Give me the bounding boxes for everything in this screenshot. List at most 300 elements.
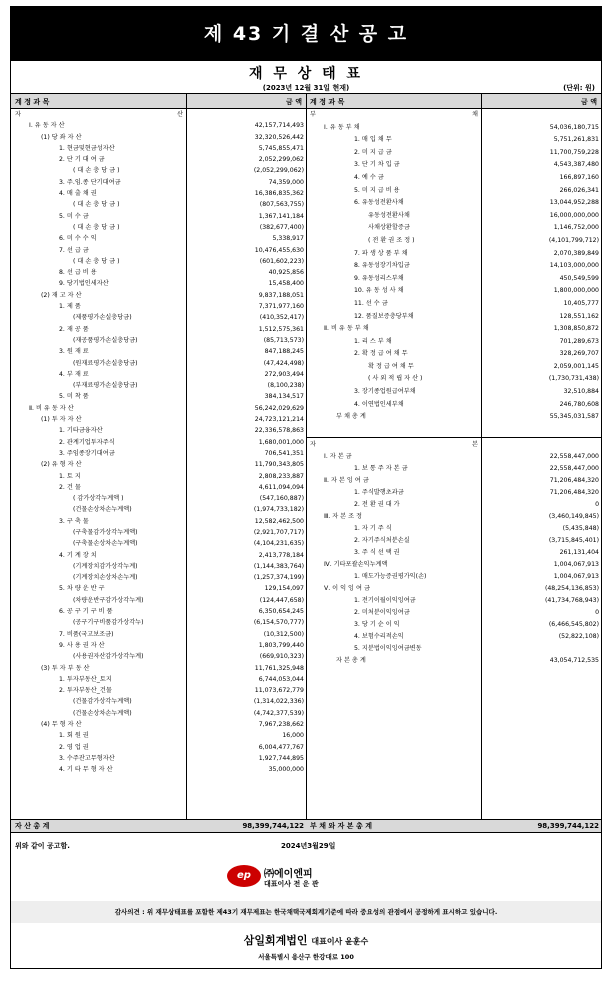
table-row: [11, 617, 306, 628]
table-row: [11, 708, 306, 719]
amount-value: 43,054,712,535: [549, 657, 599, 664]
amount-value: (6,466,545,802): [548, 621, 599, 628]
table-row: [11, 696, 306, 707]
account-label: 4. 매 출 채 권: [59, 190, 97, 198]
table-row: [11, 742, 306, 753]
table-row: [11, 154, 306, 165]
table-row: [306, 547, 601, 559]
table-row: [306, 373, 601, 386]
account-label: 3. 당 기 순 이 익: [354, 621, 400, 628]
amount-value: (1,974,733,182): [253, 506, 304, 514]
account-label: ( 사 외 적 립 자 산 ): [368, 375, 423, 383]
account-label: (기계장치감가상각누계): [73, 562, 138, 570]
account-label: Ⅱ. 비 유 동 자 산: [29, 404, 74, 412]
account-label: 부 채: [310, 111, 478, 118]
notice-date: 2024년3월29일: [281, 842, 336, 850]
table-row: [11, 583, 306, 594]
announcement-frame: [10, 6, 602, 969]
account-label: 자 산: [15, 111, 183, 118]
table-row: [11, 222, 306, 233]
account-label: 7. 파 생 상 품 부 채: [354, 249, 408, 257]
equity-column: [306, 439, 601, 667]
account-label: 1. 매도가능증권평가익(손): [354, 573, 427, 580]
table-row: [11, 177, 306, 188]
account-label: Ⅰ. 유 동 자 산: [29, 122, 65, 130]
table-row: [11, 358, 306, 369]
table-row: [11, 403, 306, 414]
amount-value: 261,131,404: [559, 549, 599, 556]
amount-value: 1,146,752,000: [553, 224, 599, 232]
amount-value: (410,352,417): [259, 314, 304, 322]
account-label: (2) 재 고 자 산: [41, 291, 82, 299]
account-label: Ⅳ. 기타포괄손익누계액: [324, 561, 388, 568]
table-row: [11, 267, 306, 278]
amount-value: 1,308,850,872: [553, 325, 599, 333]
account-label: 8. 유동성장기차입금: [354, 262, 410, 270]
amount-value: 272,903,494: [264, 370, 304, 378]
account-label: 6. 공 구 기 구 비 품: [59, 608, 113, 616]
amount-value: 4,543,387,480: [553, 161, 599, 169]
table-row: [11, 346, 306, 357]
table-row: [306, 607, 601, 619]
account-label: 4. 예 수 금: [354, 173, 384, 181]
table-row: [11, 753, 306, 764]
table-row: [306, 273, 601, 286]
amount-value: (124,447,658): [259, 596, 304, 604]
account-label: 1. 토 지: [59, 472, 81, 480]
table-row: [306, 643, 601, 655]
amount-value: (1,144,383,764): [253, 562, 304, 570]
account-label: 1. 보 통 주 자 본 금: [354, 465, 408, 472]
table-row: [11, 324, 306, 335]
amount-value: (52,822,108): [558, 633, 599, 640]
table-row: [11, 595, 306, 606]
table-row: [306, 571, 601, 583]
amount-value: 5,745,855,471: [258, 144, 304, 152]
account-label: Ⅲ. 자 본 조 정: [324, 513, 363, 520]
amount-value: 40,925,856: [268, 269, 304, 277]
amount-value: 55,345,031,587: [549, 413, 599, 421]
amount-value: 71,206,484,320: [549, 489, 599, 496]
account-label: 6. 미 수 수 익: [59, 235, 97, 243]
total-assets-label: 자 산 총 계: [15, 822, 50, 830]
account-label: 1. 매 입 채 무: [354, 136, 392, 144]
amount-value: (8,100,238): [267, 382, 304, 390]
account-label: 9. 유동성리스부채: [354, 274, 404, 282]
amount-value: 22,336,578,863: [254, 427, 304, 435]
amount-value: (669,910,323): [259, 653, 304, 661]
table-row: [11, 527, 306, 538]
table-row: [306, 298, 601, 311]
account-label: 확 정 급 여 채 무: [368, 362, 414, 370]
table-row: [306, 336, 601, 349]
amount-value: 11,073,672,779: [254, 687, 304, 695]
table-row: [11, 143, 306, 154]
account-label: (2) 유 형 자 산: [41, 461, 82, 469]
account-label: 3. 주 식 선 택 권: [354, 549, 400, 556]
account-label: 3. 구 축 물: [59, 517, 89, 525]
table-row: [11, 199, 306, 210]
amount-value: 6,350,654,245: [258, 608, 304, 616]
account-label: 6. 유동성전환사채: [354, 199, 404, 207]
amount-value: 9,837,188,051: [258, 291, 304, 299]
amount-value: 12,582,462,500: [254, 517, 304, 525]
table-row: [11, 109, 306, 120]
account-label: (기계장치손상차손누계): [73, 574, 138, 582]
table-row: [11, 380, 306, 391]
company-name: ㈜에이엔피: [264, 869, 313, 880]
total-liab-equity-row: [306, 819, 601, 833]
amount-value: 1,680,001,000: [258, 438, 304, 446]
table-row: [306, 511, 601, 523]
right-header-amount: 금 액: [581, 98, 597, 106]
account-label: (부재료평가손실충당금): [73, 382, 138, 390]
amount-value: 2,059,001,145: [553, 362, 599, 370]
footer: [11, 835, 601, 970]
account-label: 11. 선 수 금: [354, 299, 388, 307]
table-row: [306, 248, 601, 261]
total-assets-value: 98,399,744,122: [242, 822, 304, 830]
amount-value: (41,734,768,943): [544, 597, 599, 604]
table-row: [306, 172, 601, 185]
account-label: 2. 영 업 권: [59, 743, 89, 751]
amount-value: 128,551,162: [559, 312, 599, 320]
amount-value: (85,713,573): [263, 336, 304, 344]
amount-value: 74,359,000: [268, 178, 304, 186]
amount-value: 11,790,343,805: [254, 461, 304, 469]
account-label: 2. 건 물: [59, 483, 81, 491]
account-label: 10. 유 동 성 사 채: [354, 287, 404, 295]
account-label: 4. 기 계 장 치: [59, 551, 97, 559]
amount-value: (6,154,570,777): [253, 619, 304, 627]
amount-value: 0: [595, 609, 599, 616]
table-row: [11, 233, 306, 244]
amount-value: 11,700,759,228: [549, 148, 599, 156]
auditor-block: [11, 932, 601, 948]
amount-value: 1,004,067,913: [553, 573, 599, 580]
account-label: 3. 장기종업원급여부채: [354, 388, 416, 396]
table-row: [11, 437, 306, 448]
account-label: (재공품평가손실충당금): [73, 336, 138, 344]
account-label: 2. 미처분이익잉여금: [354, 609, 410, 616]
table-row: [306, 235, 601, 248]
table-row: [11, 301, 306, 312]
account-label: 12. 품질보증충당부채: [354, 312, 414, 320]
left-header-account: 계 정 과 목: [15, 98, 50, 106]
account-label: 1. 현금및현금성자산: [59, 144, 115, 152]
amount-value: 1,803,799,440: [258, 641, 304, 649]
account-label: 부 채 총 계: [336, 413, 366, 421]
account-label: (차량운반구감가상각누계): [73, 596, 144, 604]
table-row: [306, 260, 601, 273]
table-row: [11, 256, 306, 267]
account-label: (건물감가상각누계액): [73, 698, 132, 706]
report-date: (2023년 12월 31일 현재): [262, 84, 350, 92]
amount-value: 10,405,777: [563, 299, 599, 307]
left-header: [11, 93, 306, 109]
table-row: [11, 471, 306, 482]
amount-value: (4,742,377,539): [253, 709, 304, 717]
amount-value: 6,744,053,044: [258, 675, 304, 683]
table-row: [306, 323, 601, 336]
table-row: [11, 663, 306, 674]
amount-value: 56,242,029,629: [254, 404, 304, 412]
account-label: 자 본: [310, 441, 478, 448]
table-row: [11, 482, 306, 493]
amount-value: 10,476,455,630: [254, 246, 304, 254]
account-label: (사용권자산감가상각누계): [73, 653, 144, 661]
account-label: 3. 주임종장기대여금: [59, 449, 115, 457]
amount-value: 2,070,389,849: [553, 249, 599, 257]
table-row: [11, 335, 306, 346]
auditor-name: 삼일회계법인: [243, 934, 308, 947]
table-row: [306, 559, 601, 571]
amount-value: 1,004,067,913: [553, 561, 599, 568]
account-label: 1. 자 기 주 식: [354, 525, 392, 532]
amount-value: 42,157,714,493: [254, 122, 304, 130]
account-label: (제품평가손실충당금): [73, 314, 132, 322]
right-header-account: 계 정 과 목: [310, 98, 345, 106]
amount-value: 1,367,141,184: [258, 212, 304, 220]
section-divider: [306, 437, 601, 438]
amount-value: 16,000,000,000: [549, 211, 599, 219]
table-row: [306, 655, 601, 667]
account-label: 5. 미 지 급 비 용: [354, 186, 400, 194]
account-label: 2. 단 기 대 여 금: [59, 156, 105, 164]
table-row: [11, 538, 306, 549]
amount-value: 16,386,835,362: [254, 190, 304, 198]
table-row: [306, 348, 601, 361]
account-label: 4. 부 재 료: [59, 370, 89, 378]
amount-value: 16,000: [282, 732, 304, 740]
account-label: 1. 제 품: [59, 303, 81, 311]
table-row: [11, 369, 306, 380]
table-row: [11, 448, 306, 459]
amount-value: 5,338,917: [272, 235, 304, 243]
table-row: [11, 719, 306, 730]
amount-value: (601,602,223): [259, 257, 304, 265]
amount-value: 7,371,977,160: [258, 303, 304, 311]
amount-value: 6,004,477,767: [258, 743, 304, 751]
total-liab-equity-label: 부 채 와 자 본 총 계: [310, 822, 372, 830]
table-row: [11, 730, 306, 741]
table-row: [306, 619, 601, 631]
account-label: Ⅱ. 자 본 잉 여 금: [324, 477, 369, 484]
account-label: (1) 당 좌 자 산: [41, 133, 82, 141]
liabilities-column: [306, 109, 601, 424]
account-label: Ⅴ. 이 익 잉 여 금: [324, 585, 370, 592]
announcement-banner: 제 43 기 결 산 공 고: [11, 7, 601, 61]
table-row: [11, 629, 306, 640]
table-row: [306, 210, 601, 223]
table-row: [306, 386, 601, 399]
table-row: [11, 211, 306, 222]
table-row: [306, 109, 601, 122]
table-row: [11, 312, 306, 323]
company-logo: ep: [227, 865, 261, 887]
table-row: [306, 159, 601, 172]
account-label: 2. 미 지 급 금: [354, 148, 392, 156]
notice-text: 위와 같이 공고함.: [15, 842, 70, 850]
right-header: [306, 93, 601, 109]
amount-value: 328,269,707: [559, 350, 599, 358]
account-label: 사채상환할증금: [368, 224, 410, 232]
auditor-ceo: 대표이사 윤훈수: [311, 937, 369, 946]
account-label: (공구기구비품감가상각누): [73, 619, 144, 627]
account-label: (건물손상차손누계액): [73, 709, 132, 717]
amount-value: 5,751,261,831: [553, 136, 599, 144]
table-row: [306, 535, 601, 547]
account-label: 9. 당기법인세자산: [59, 280, 109, 288]
company-ceo: 대표이사 전 운 관: [264, 880, 319, 888]
account-label: Ⅰ. 유 동 부 채: [324, 123, 360, 131]
table-row: [306, 197, 601, 210]
amount-value: 24,723,121,214: [254, 416, 304, 424]
table-row: [11, 561, 306, 572]
account-label: 1. 투자부동산_토지: [59, 675, 112, 683]
account-label: 2. 투자부동산_건물: [59, 687, 112, 695]
account-label: 1. 회 원 권: [59, 732, 89, 740]
table-row: [306, 411, 601, 424]
amount-value: 35,000,000: [268, 766, 304, 774]
table-row: [11, 132, 306, 143]
amount-value: (1,314,022,336): [253, 698, 304, 706]
account-label: 2. 재 공 품: [59, 325, 89, 333]
amount-value: 2,413,778,184: [258, 551, 304, 559]
account-label: ( 감가상각누계액 ): [73, 495, 124, 503]
amount-value: 4,611,094,094: [258, 483, 304, 491]
account-label: 유동성전환사채: [368, 211, 410, 219]
account-label: 2. 확 정 급 여 채 무: [354, 350, 408, 358]
amount-value: 14,103,000,000: [549, 262, 599, 270]
amount-value: 450,549,599: [559, 274, 599, 282]
table-row: [11, 165, 306, 176]
amount-value: 1,927,744,895: [258, 754, 304, 762]
account-label: ( 전 환 권 조 정 ): [368, 236, 415, 244]
table-row: [306, 523, 601, 535]
amount-value: 1,800,000,000: [553, 287, 599, 295]
amount-value: 22,558,447,000: [549, 453, 599, 460]
amount-value: (3,460,149,845): [548, 513, 599, 520]
table-row: [306, 147, 601, 160]
amount-value: 166,897,160: [559, 173, 599, 181]
account-label: 1. 전기이월이익잉여금: [354, 597, 416, 604]
table-row: [11, 764, 306, 775]
amount-value: (3,715,845,401): [548, 537, 599, 544]
amount-value: (5,435,848): [562, 525, 599, 532]
amount-value: 7,967,238,662: [258, 721, 304, 729]
table-row: [306, 311, 601, 324]
table-row: [306, 134, 601, 147]
amount-value: 701,289,673: [559, 337, 599, 345]
table-row: [11, 459, 306, 470]
table-row: [306, 361, 601, 374]
account-label: (1) 투 자 자 산: [41, 416, 82, 424]
account-label: (건물손상차손누계액): [73, 506, 132, 514]
account-label: 2. 전 환 권 대 가: [354, 501, 400, 508]
balance-sheet-table: [11, 93, 601, 833]
table-row: [306, 222, 601, 235]
amount-value: (47,424,498): [263, 359, 304, 367]
table-row: [11, 572, 306, 583]
table-row: [306, 122, 601, 135]
amount-value: 0: [595, 501, 599, 508]
account-label: 2. 자기주식처분손실: [354, 537, 410, 544]
amount-value: 129,154,097: [264, 585, 304, 593]
account-label: 4. 보험수리적손익: [354, 633, 404, 640]
amount-value: (2,052,299,062): [253, 167, 304, 175]
account-label: 5. 미 수 금: [59, 212, 89, 220]
amount-value: 54,036,180,715: [549, 123, 599, 131]
amount-value: 32,510,884: [563, 388, 599, 396]
amount-value: (4,104,231,635): [253, 540, 304, 548]
auditor-address: 서울특별시 용산구 한강대로 100: [258, 953, 354, 961]
account-label: 3. 단 기 차 입 금: [354, 161, 400, 169]
table-row: [11, 278, 306, 289]
table-row: [11, 493, 306, 504]
amount-value: 15,458,400: [268, 280, 304, 288]
amount-value: 706,541,351: [264, 449, 304, 457]
amount-value: (10,312,500): [263, 630, 304, 638]
account-label: 4. 기 타 무 형 자 산: [59, 766, 113, 774]
account-label: ( 대 손 충 당 금 ): [73, 223, 120, 231]
account-label: 4. 이연법인세부채: [354, 400, 404, 408]
account-label: 3. 주.임.종 단기대여금: [59, 178, 121, 186]
account-label: 1. 주식발행초과금: [354, 489, 404, 496]
amount-value: 2,052,299,062: [258, 156, 304, 164]
table-row: [11, 606, 306, 617]
account-label: 3. 원 재 료: [59, 348, 89, 356]
table-row: [11, 391, 306, 402]
account-label: 7. 비품(국고보조금): [59, 630, 114, 638]
table-row: [11, 120, 306, 131]
left-header-amount: 금 액: [286, 98, 302, 106]
table-row: [306, 499, 601, 511]
account-label: 1. 기타금융자산: [59, 427, 103, 435]
amount-value: 2,808,233,887: [258, 472, 304, 480]
amount-value: (1,257,374,199): [253, 574, 304, 582]
amount-value: 246,780,608: [559, 400, 599, 408]
table-row: [306, 595, 601, 607]
account-label: 5. 지분법이익잉여금변동: [354, 645, 422, 652]
account-label: (3) 투 자 부 동 산: [41, 664, 90, 672]
table-row: [306, 185, 601, 198]
account-label: ( 대 손 충 당 금 ): [73, 167, 120, 175]
account-label: Ⅰ. 자 본 금: [324, 453, 352, 460]
table-row: [11, 290, 306, 301]
table-row: [11, 516, 306, 527]
table-row: [306, 285, 601, 298]
amount-value: (382,677,400): [259, 223, 304, 231]
table-row: [306, 439, 601, 451]
total-liab-equity-value: 98,399,744,122: [537, 822, 599, 830]
table-row: [11, 188, 306, 199]
table-row: [11, 245, 306, 256]
amount-value: (547,160,887): [259, 495, 304, 503]
table-row: [306, 475, 601, 487]
amount-value: 266,026,341: [559, 186, 599, 194]
table-row: [11, 685, 306, 696]
account-label: 9. 사 용 권 자 산: [59, 641, 105, 649]
amount-value: (4,101,799,712): [548, 236, 599, 244]
amount-value: 71,206,484,320: [549, 477, 599, 484]
account-label: 5. 미 착 품: [59, 393, 89, 401]
table-row: [306, 463, 601, 475]
amount-value: (2,921,707,717): [253, 528, 304, 536]
table-row: [11, 414, 306, 425]
audit-opinion: 감사의견 : 위 재무상태표를 포함한 제43기 재무제표는 한국채택국제회계기준에 따라 중요성의 관점에서 공정하게 표시하고 있습니다.: [11, 901, 601, 923]
account-label: 3. 수주잔고무형자산: [59, 754, 115, 762]
